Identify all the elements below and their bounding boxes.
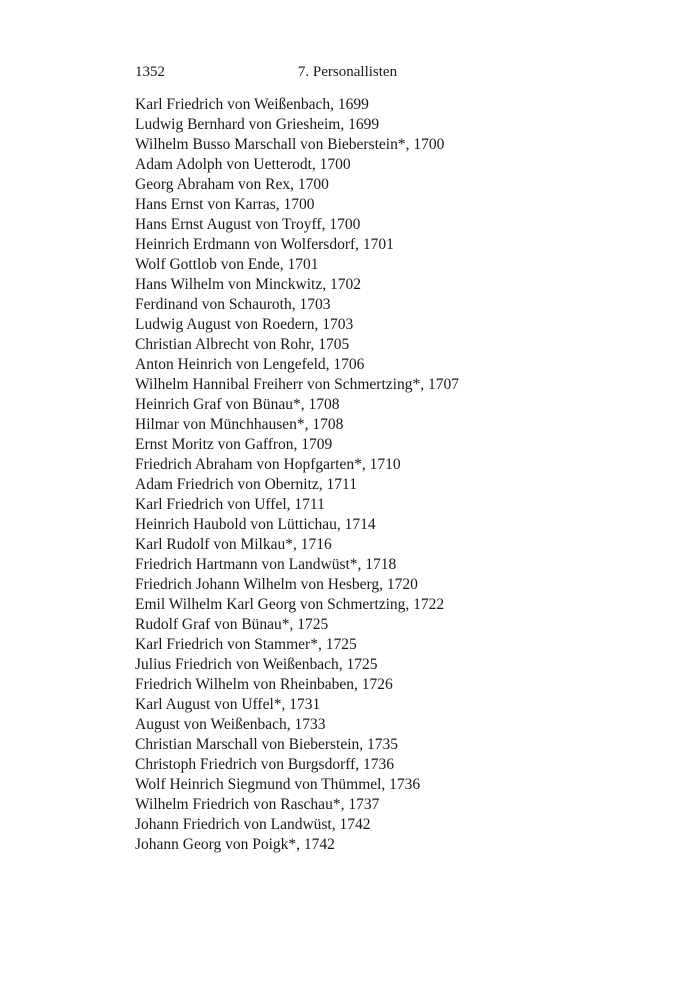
list-item: Ernst Moritz von Gaffron, 1709 xyxy=(135,436,333,453)
list-item: Friedrich Wilhelm von Rheinbaben, 1726 xyxy=(135,676,393,693)
list-item: Ludwig August von Roedern, 1703 xyxy=(135,316,354,333)
list-item: Johann Georg von Poigk*, 1742 xyxy=(135,836,335,853)
list-item: Friedrich Hartmann von Landwüst*, 1718 xyxy=(135,556,397,573)
list-item: Friedrich Johann Wilhelm von Hesberg, 1720 xyxy=(135,576,418,593)
list-item: Adam Adolph von Uetterodt, 1700 xyxy=(135,156,351,173)
list-item: Hans Ernst von Karras, 1700 xyxy=(135,196,315,213)
list-item: Wolf Gottlob von Ende, 1701 xyxy=(135,256,319,273)
list-item: Christian Marschall von Bieberstein, 1735 xyxy=(135,736,399,753)
page-number: 1352 xyxy=(135,64,165,80)
list-item: Karl Friedrich von Stammer*, 1725 xyxy=(135,636,357,653)
list-item: Rudolf Graf von Bünau*, 1725 xyxy=(135,616,329,633)
list-item: Karl Friedrich von Weißenbach, 1699 xyxy=(135,96,369,113)
list-item: Emil Wilhelm Karl Georg von Schmertzing, 1722 xyxy=(135,596,445,613)
list-item: Wilhelm Busso Marschall von Bieberstein*, 1700 xyxy=(135,136,445,153)
list-item: Julius Friedrich von Weißenbach, 1725 xyxy=(135,656,378,673)
list-item: Ferdinand von Schauroth, 1703 xyxy=(135,296,331,313)
list-item: Karl August von Uffel*, 1731 xyxy=(135,696,321,713)
list-item: Christian Albrecht von Rohr, 1705 xyxy=(135,336,350,353)
list-item: Johann Friedrich von Landwüst, 1742 xyxy=(135,816,371,833)
running-head xyxy=(135,62,560,82)
list-item: Hans Ernst August von Troyff, 1700 xyxy=(135,216,361,233)
list-item: Hilmar von Münchhausen*, 1708 xyxy=(135,416,344,433)
list-item: Heinrich Graf von Bünau*, 1708 xyxy=(135,396,340,413)
list-item: Friedrich Abraham von Hopfgarten*, 1710 xyxy=(135,456,401,473)
list-item: Christoph Friedrich von Burgsdorff, 1736 xyxy=(135,756,395,773)
list-item: Heinrich Erdmann von Wolfersdorf, 1701 xyxy=(135,236,394,253)
list-item: Wilhelm Hannibal Freiherr von Schmertzing*, 1707 xyxy=(135,376,459,393)
personnel-list xyxy=(135,95,459,855)
list-item: August von Weißenbach, 1733 xyxy=(135,716,326,733)
list-item: Karl Rudolf von Milkau*, 1716 xyxy=(135,536,332,553)
list-item: Heinrich Haubold von Lüttichau, 1714 xyxy=(135,516,376,533)
list-item: Hans Wilhelm von Minckwitz, 1702 xyxy=(135,276,361,293)
list-item: Wolf Heinrich Siegmund von Thümmel, 1736 xyxy=(135,776,421,793)
section-title: 7. Personallisten xyxy=(297,64,398,80)
list-item: Karl Friedrich von Uffel, 1711 xyxy=(135,496,325,513)
list-item: Anton Heinrich von Lengefeld, 1706 xyxy=(135,356,365,373)
list-item: Georg Abraham von Rex, 1700 xyxy=(135,176,329,193)
list-item: Ludwig Bernhard von Griesheim, 1699 xyxy=(135,116,380,133)
list-item: Adam Friedrich von Obernitz, 1711 xyxy=(135,476,357,493)
list-item: Wilhelm Friedrich von Raschau*, 1737 xyxy=(135,796,380,813)
